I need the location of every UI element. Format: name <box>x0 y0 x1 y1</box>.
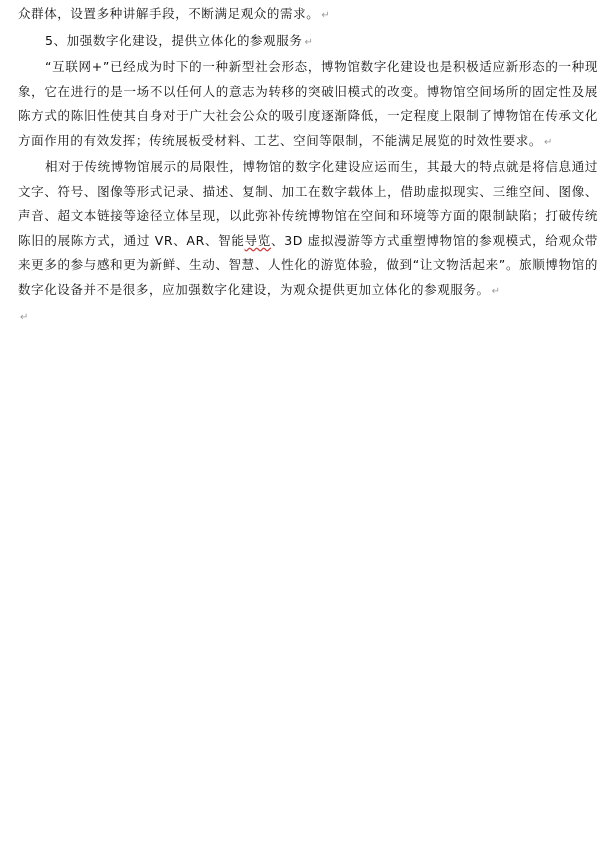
paragraph-2 <box>18 55 598 155</box>
spellcheck-underlined-word[interactable]: 导览 <box>244 232 271 248</box>
document-body[interactable] <box>18 2 598 329</box>
paragraph-mark-icon: ↵ <box>304 36 314 48</box>
paragraph-mark-icon: ↵ <box>20 312 29 323</box>
paragraph-mark-icon: ↵ <box>544 136 553 148</box>
section-heading-5-text: 5、加强数字化建设，提供立体化的参观服务 <box>45 32 303 48</box>
paragraph-2-text: “互联网+”已经成为时下的一种新型社会形态，博物馆数字化建设也是积极适应新形态的一种现象，它在进行的是一场不以任何人的意志为转移的突破旧模式的改变。博物馆空间场所的固定性及展陈方式的陈旧性使其自身对于广大社会公众的吸引度逐渐降低，一定程度上限制了博物馆在传承文化方面作用的有效发挥；传统展板受材料、工艺、空间等限制，不能满足展览的时效性要求。 <box>18 59 598 148</box>
paragraph-1 <box>18 2 598 29</box>
section-heading-5 <box>18 29 598 56</box>
paragraph-3-text-part2: 、3D 虚拟漫游等方式重塑博物馆的参观模式，给观众带来更多的参与感和更为新鲜、生动、智慧、人性化的游览体验，做到“让文物活起来”。旅顺博物馆的数字化设备并不是很多，应加强数字化建设，为观众提供更加立体化的参观服务。 <box>18 232 598 297</box>
paragraph-3-text-part1: 相对于传统博物馆展示的局限性，博物馆的数字化建设应运而生，其最大的特点就是将信息通过文字、符号、图像等形式记录、描述、复制、加工在数字载体上，借助虚拟现实、三维空间、图像、声音、超文本链接等途径立体呈现，以此弥补传统博物馆在空间和环境等方面的限制缺陷；打破传统陈旧的展陈方式，通过 VR、AR、智能 <box>18 159 598 248</box>
empty-paragraph[interactable] <box>18 304 598 329</box>
paragraph-mark-icon: ↵ <box>321 10 331 21</box>
paragraph-mark-icon: ↵ <box>491 285 501 297</box>
paragraph-1-text: 众群体，设置多种讲解手段，不断满足观众的需求。 <box>18 6 320 21</box>
paragraph-3 <box>18 155 598 304</box>
